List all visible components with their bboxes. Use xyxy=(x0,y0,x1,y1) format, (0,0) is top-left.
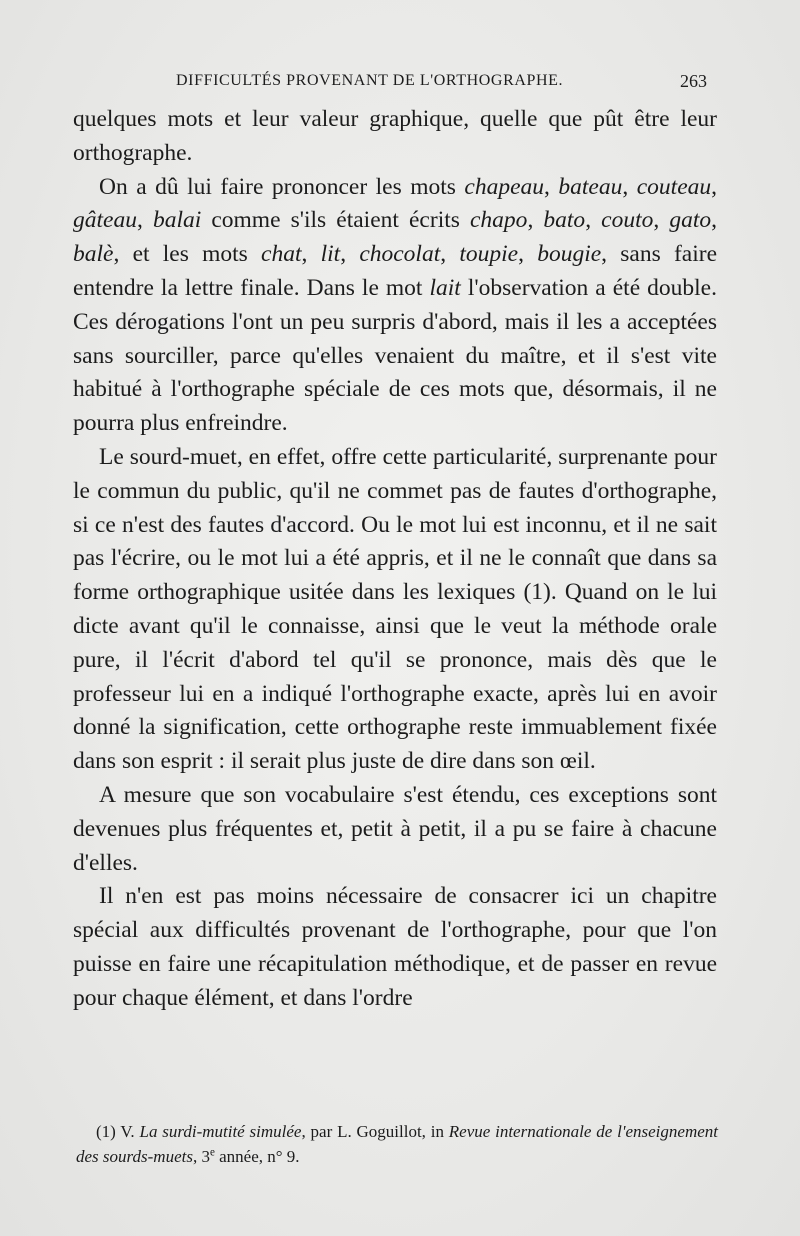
paragraph-3: Le sourd-muet, en effet, offre cette particularité, surprenante pour le commun du public, qu'il ne commet pas de fautes d'orthographe, si ce n'est des fautes d'accord. Ou le mot lui est inconnu, et il ne sait pas l'écrire, ou le mot lui a été appris, et il ne le connaît que dans sa forme orthographique usitée dans les lexiques (1). Quand on le lui dicte avant qu'il le connaisse, ainsi que le veut la méthode orale pure, il l'écrit d'abord tel qu'il se prononce, mais dès que le professeur lui en a indiqué l'orthographe exacte, après lui en avoir donné la signification, cette orthographe reste immuablement fixée dans son esprit : il serait plus juste de dire dans son œil. xyxy=(73,443,717,775)
text-run: , xyxy=(544,173,559,200)
footnote-1 xyxy=(76,1119,718,1169)
italic-title: La surdi-mutité simulée xyxy=(139,1122,302,1141)
italic-word: balai xyxy=(152,207,202,234)
text-run: , par L. Goguillot, in xyxy=(301,1122,449,1141)
text-run: , xyxy=(622,173,637,200)
paragraph-4: A mesure que son vocabulaire s'est étendu, ces exceptions sont devenues plus fréquentes et, petit à petit, il a pu se faire à chacune d'elles. xyxy=(73,781,717,876)
italic-word: gato xyxy=(669,207,712,234)
text-run: l'observation a été double. Ces dérogations l'ont un peu surpris d'abord, mais il les a acceptées sans sourciller, parce qu'elles venaient du maître, et il s'est vite habitué à l'orthographe spéciale de ces mots que, désormais, il ne pourra plus enfreindre. xyxy=(73,274,717,437)
text-run: , sans faire entendre la lettre finale. Dans le mot xyxy=(73,241,718,301)
paragraph-continued: quelques mots et leur valeur graphique, quelle que pût être leur orthographe. xyxy=(73,106,717,166)
page-number: 263 xyxy=(680,71,707,91)
text-run: , xyxy=(301,241,321,268)
italic-word: bateau xyxy=(558,173,623,200)
text-run: , et les mots xyxy=(113,241,262,268)
text-run: , xyxy=(340,241,360,268)
main-text xyxy=(73,103,717,1016)
italic-word: chapeau xyxy=(464,173,545,200)
italic-word: toupie xyxy=(459,241,519,268)
italic-word: balè xyxy=(73,241,114,268)
italic-word: chapo xyxy=(470,207,528,234)
text-run: année, n° 9. xyxy=(214,1147,300,1166)
text-run: comme s'ils étaient écrits xyxy=(201,207,470,234)
text-run: , xyxy=(711,173,717,200)
paragraph-2 xyxy=(73,171,717,441)
text-run: , xyxy=(711,207,717,234)
text-run: (1) V. xyxy=(96,1122,140,1141)
italic-word: couto xyxy=(601,207,654,234)
text-run: , xyxy=(653,207,670,234)
text-run: , 3 xyxy=(192,1147,210,1166)
running-title: DIFFICULTÉS PROVENANT DE L'ORTHOGRAPHE. xyxy=(176,72,564,89)
text-run: On a dû lui faire prononcer les mots xyxy=(99,173,465,200)
paragraph-5: Il n'en est pas moins nécessaire de consacrer ici un chapitre spécial aux difficultés provenant de l'orthographe, pour que l'on puisse en faire une récapitulation méthodique, et de passer en revue pour chaque élément, et dans l'ordre xyxy=(73,883,717,1011)
italic-word: bato xyxy=(543,207,586,234)
footnote xyxy=(76,1119,718,1169)
italic-word: bougie xyxy=(537,241,602,268)
italic-word: couteau xyxy=(636,173,712,200)
text-run: , xyxy=(585,207,602,234)
text-run: , xyxy=(527,207,544,234)
italic-title: Revue internationale de l'enseignement des sourds-muets xyxy=(76,1122,718,1166)
italic-word: lit xyxy=(320,241,341,268)
italic-word: lait xyxy=(429,274,461,301)
superscript: e xyxy=(209,1146,215,1159)
text-run: , xyxy=(440,241,460,268)
italic-word: chat xyxy=(261,241,302,268)
text-run: , xyxy=(518,241,538,268)
text-run: , xyxy=(136,207,153,234)
italic-word: gâteau xyxy=(73,207,137,234)
italic-word: chocolat xyxy=(359,241,441,268)
